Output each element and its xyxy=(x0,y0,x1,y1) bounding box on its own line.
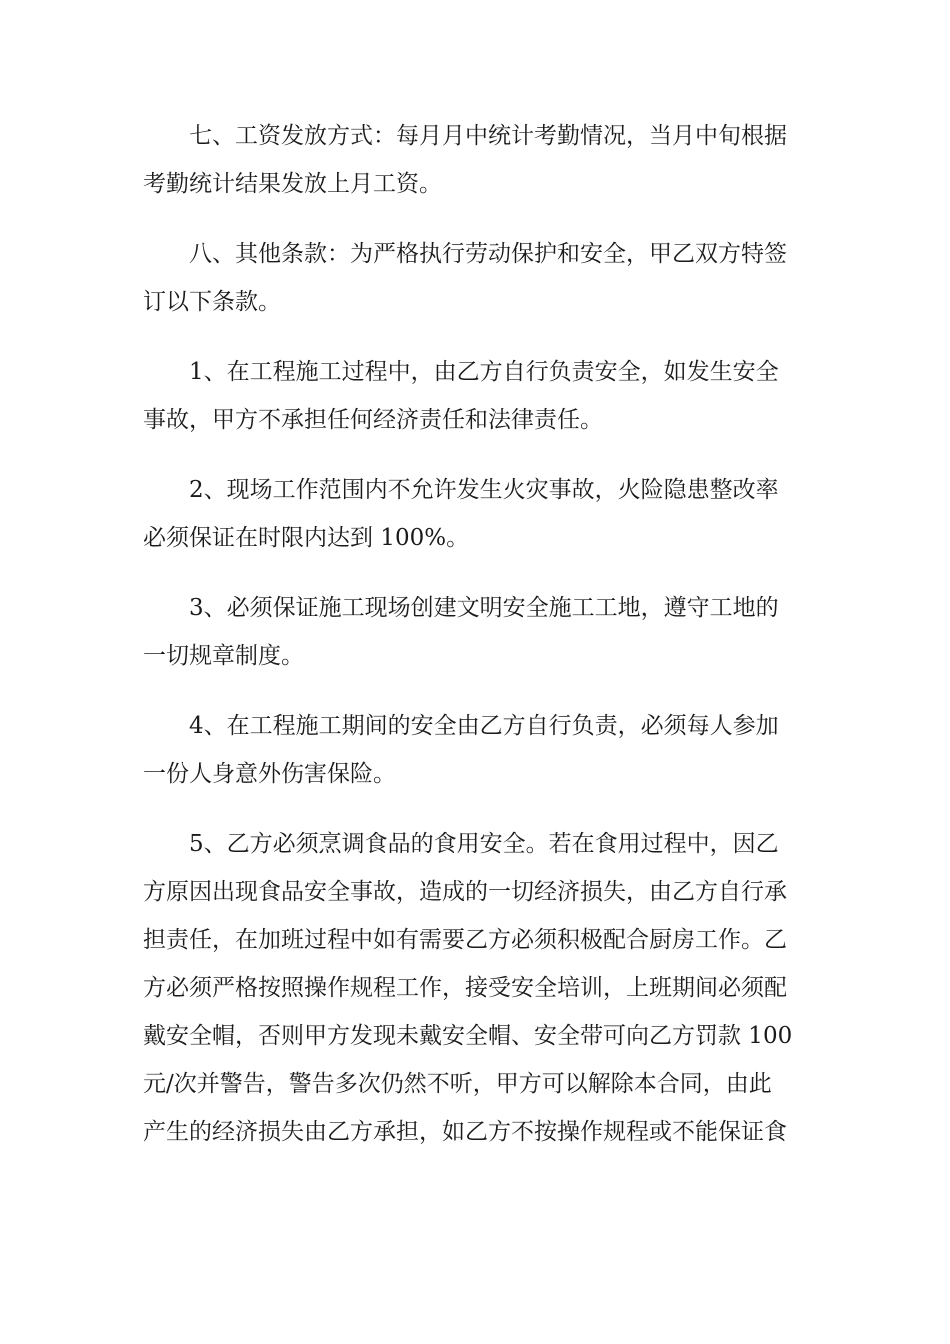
text-line: 5、乙方必须烹调食品的食用安全。若在食用过程中，因乙 xyxy=(189,831,779,857)
text-line: 八、其他条款：为严格执行劳动保护和安全，甲乙双方特签 xyxy=(189,241,787,267)
text-line: 3、必须保证施工现场创建文明安全施工工地，遵守工地的 xyxy=(189,595,779,621)
paragraph-item-3 xyxy=(143,584,807,680)
paragraph-item-2 xyxy=(143,466,807,562)
text-line: 七、工资发放方式：每月月中统计考勤情况，当月中旬根据 xyxy=(189,123,787,149)
text-line: 1、在工程施工过程中，由乙方自行负责安全，如发生安全 xyxy=(189,359,779,385)
text-line: 考勤统计结果发放上月工资。 xyxy=(143,171,442,197)
text-line: 一份人身意外伤害保险。 xyxy=(143,761,396,787)
text-line: 方必须严格按照操作规程工作，接受安全培训，上班期间必须配 xyxy=(143,975,787,1001)
text-line: 产生的经济损失由乙方承担，如乙方不按操作规程或不能保证食 xyxy=(143,1119,787,1145)
text-line: 方原因出现食品安全事故，造成的一切经济损失，由乙方自行承 xyxy=(143,879,787,905)
paragraph-item-1 xyxy=(143,348,807,444)
text-line: 一切规章制度。 xyxy=(143,643,304,669)
text-line: 戴安全帽，否则甲方发现未戴安全帽、安全带可向乙方罚款 100 xyxy=(143,1023,793,1049)
document-body xyxy=(143,112,807,1178)
text-line: 订以下条款。 xyxy=(143,289,281,315)
paragraph-clause-7 xyxy=(143,112,807,208)
text-line: 必须保证在时限内达到 100%。 xyxy=(143,525,470,551)
text-line: 元/次并警告，警告多次仍然不听，甲方可以解除本合同，由此 xyxy=(143,1071,772,1097)
text-line: 担责任，在加班过程中如有需要乙方必须积极配合厨房工作。乙 xyxy=(143,927,787,953)
paragraph-item-5 xyxy=(143,820,807,1156)
text-line: 2、现场工作范围内不允许发生火灾事故，火险隐患整改率 xyxy=(189,477,779,503)
text-line: 4、在工程施工期间的安全由乙方自行负责，必须每人参加 xyxy=(189,713,779,739)
text-line: 事故，甲方不承担任何经济责任和法律责任。 xyxy=(143,407,603,433)
paragraph-item-4 xyxy=(143,702,807,798)
paragraph-clause-8 xyxy=(143,230,807,326)
